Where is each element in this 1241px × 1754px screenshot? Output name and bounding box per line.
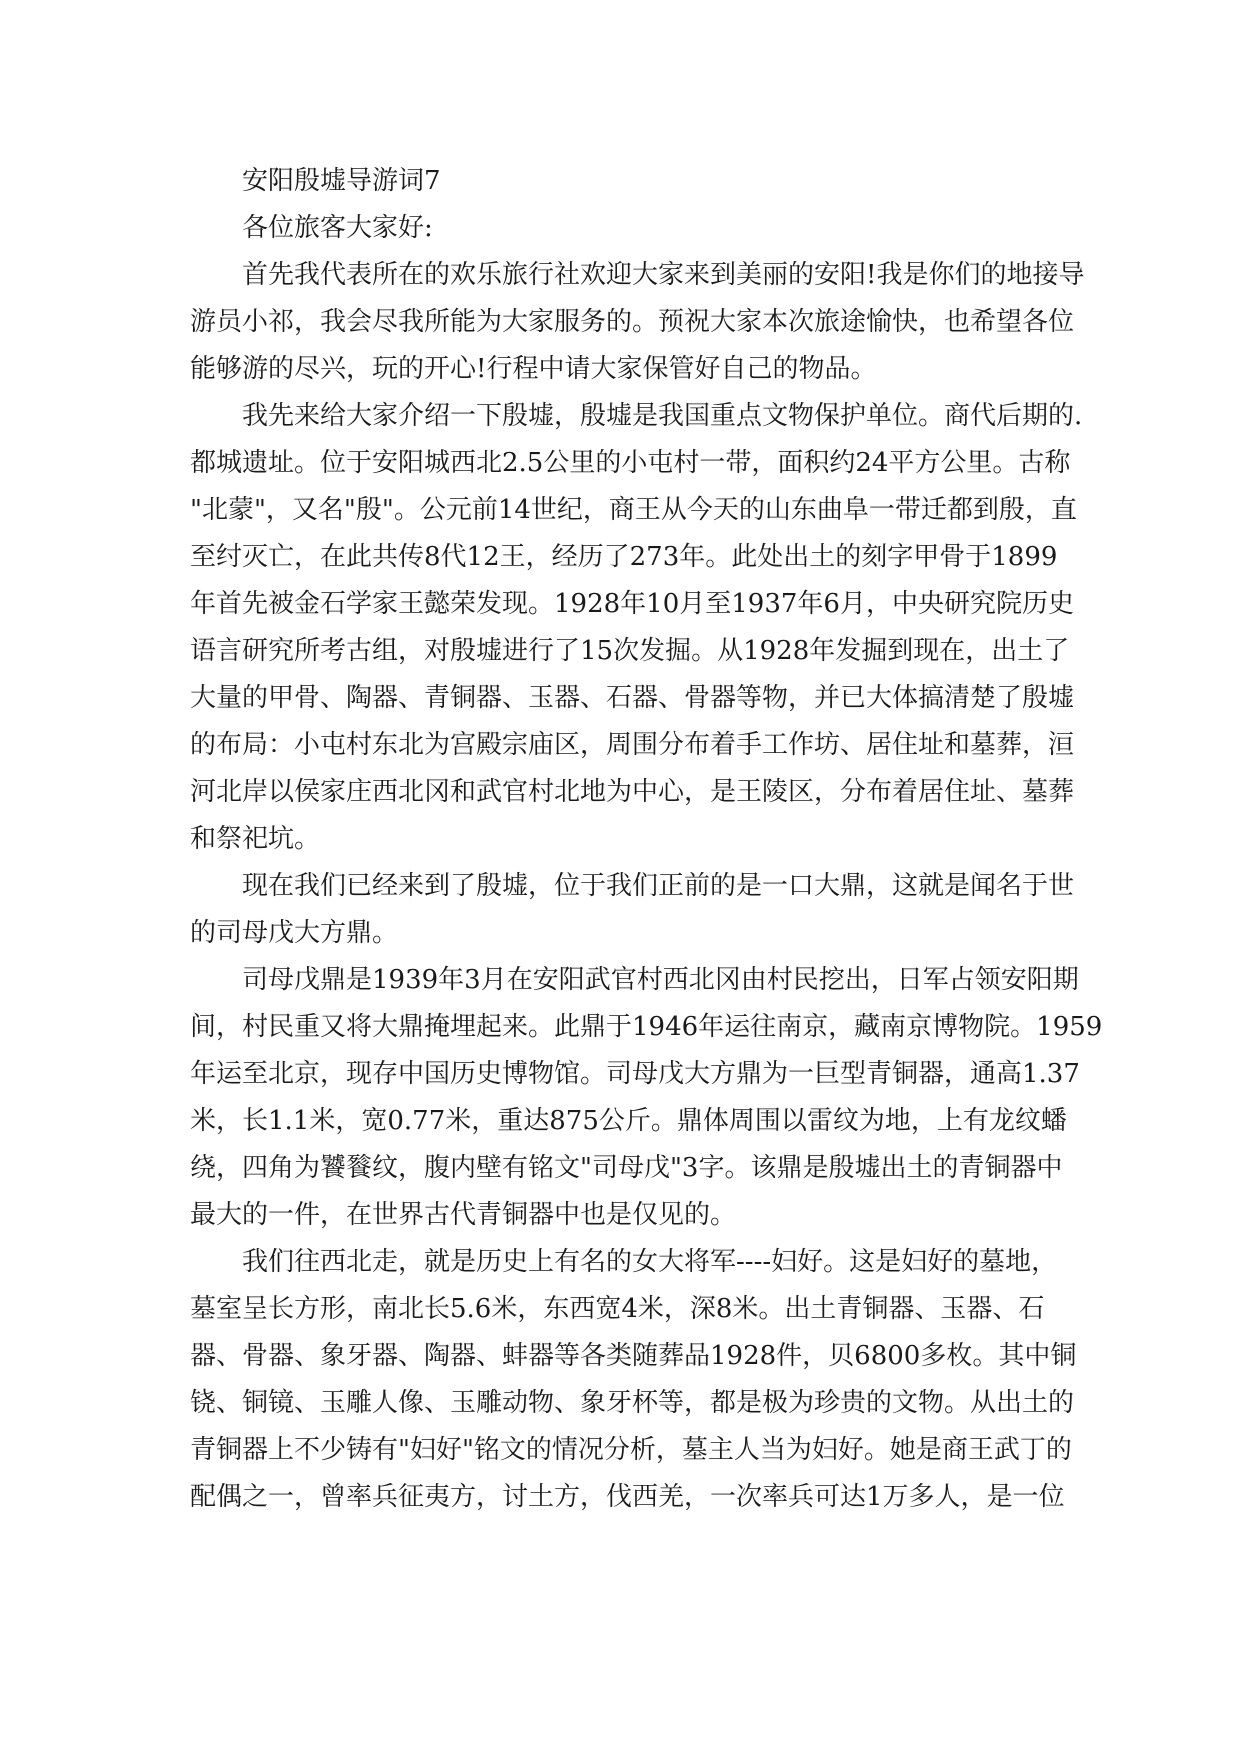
paragraph-line: 我们往西北走，就是历史上有名的女大将军----妇好。这是妇好的墓地， <box>242 1247 1058 1277</box>
paragraph-line: 的司母戊大方鼎。 <box>190 918 399 948</box>
paragraph-fuhao-tomb <box>190 1239 1077 1521</box>
paragraph-line: 器、骨器、象牙器、陶器、蚌器等各类随葬品1928件，贝6800多枚。其中铜 <box>190 1341 1077 1371</box>
document-title: 安阳殷墟导游词7 <box>242 166 441 196</box>
paragraph-line: 能够游的尽兴，玩的开心!行程中请大家保管好自己的物品。 <box>190 354 877 384</box>
paragraph-line: 墓室呈长方形，南北长5.6米，东西宽4米，深8米。出土青铜器、玉器、石 <box>190 1294 1045 1324</box>
paragraph-line: 的布局：小屯村东北为宫殿宗庙区，周围分布着手工作坊、居住址和墓葬，洹 <box>190 730 1075 760</box>
paragraph-line: 语言研究所考古组，对殷墟进行了15次发掘。从1928年发掘到现在，出土了 <box>190 636 1070 666</box>
paragraph-line: 我先来给大家介绍一下殷墟，殷墟是我国重点文物保护单位。商代后期的. <box>242 401 1083 431</box>
paragraph-line: 游员小祁，我会尽我所能为大家服务的。预祝大家本次旅途愉快，也希望各位 <box>190 307 1075 337</box>
paragraph-line: 年运至北京，现存中国历史博物馆。司母戊大方鼎为一巨型青铜器，通高1.37 <box>190 1059 1080 1089</box>
paragraph-line: 至纣灭亡，在此共传8代12王，经历了273年。此处出土的刻字甲骨于1899 <box>190 542 1058 572</box>
paragraph-line: "北蒙"，又名"殷"。公元前14世纪，商王从今天的山东曲阜一带迁都到殷，直 <box>190 495 1077 525</box>
paragraph-line: 间，村民重又将大鼎掩埋起来。此鼎于1946年运往南京，藏南京博物院。1959 <box>190 1012 1103 1042</box>
paragraph-line: 首先我代表所在的欢乐旅行社欢迎大家来到美丽的安阳!我是你们的地接导 <box>242 260 1085 290</box>
paragraph-line: 现在我们已经来到了殷墟，位于我们正前的是一口大鼎，这就是闻名于世 <box>242 871 1075 901</box>
greeting: 各位旅客大家好: <box>242 213 433 243</box>
paragraph-line: 司母戊鼎是1939年3月在安阳武官村西北冈由村民挖出，日军占领安阳期 <box>242 965 1079 995</box>
paragraph-simuwu-ding <box>190 957 1103 1239</box>
paragraph-line: 河北岸以侯家庄西北冈和武官村北地为中心，是王陵区，分布着居住址、墓葬 <box>190 777 1075 807</box>
paragraph-line: 和祭祀坑。 <box>190 824 321 854</box>
paragraph-line: 年首先被金石学家王懿荣发现。1928年10月至1937年6月，中央研究院历史 <box>190 589 1074 619</box>
paragraph-yinxu-intro <box>190 393 1083 863</box>
paragraph-line: 青铜器上不少铸有"妇好"铭文的情况分析，墓主人当为妇好。她是商王武丁的 <box>190 1435 1072 1465</box>
paragraph-line: 最大的一件，在世界古代青铜器中也是仅见的。 <box>190 1200 737 1230</box>
paragraph-line: 大量的甲骨、陶器、青铜器、玉器、石器、骨器等物，并已大体搞清楚了殷墟 <box>190 683 1075 713</box>
paragraph-line: 配偶之一，曾率兵征夷方，讨土方，伐西羌，一次率兵可达1万多人，是一位 <box>190 1482 1065 1512</box>
document-page <box>190 158 1103 1521</box>
paragraph-line: 铙、铜镜、玉雕人像、玉雕动物、象牙杯等，都是极为珍贵的文物。从出土的 <box>190 1388 1075 1418</box>
paragraph-line: 绕，四角为饕餮纹，腹内壁有铭文"司母戊"3字。该鼎是殷墟出土的青铜器中 <box>190 1153 1063 1183</box>
paragraph-line: 米，长1.1米，宽0.77米，重达875公斤。鼎体周围以雷纹为地，上有龙纹蟠 <box>190 1106 1067 1136</box>
paragraph-welcome <box>190 252 1085 393</box>
paragraph-line: 都城遗址。位于安阳城西北2.5公里的小屯村一带，面积约24平方公里。古称 <box>190 448 1071 478</box>
paragraph-arrival <box>190 863 1075 957</box>
